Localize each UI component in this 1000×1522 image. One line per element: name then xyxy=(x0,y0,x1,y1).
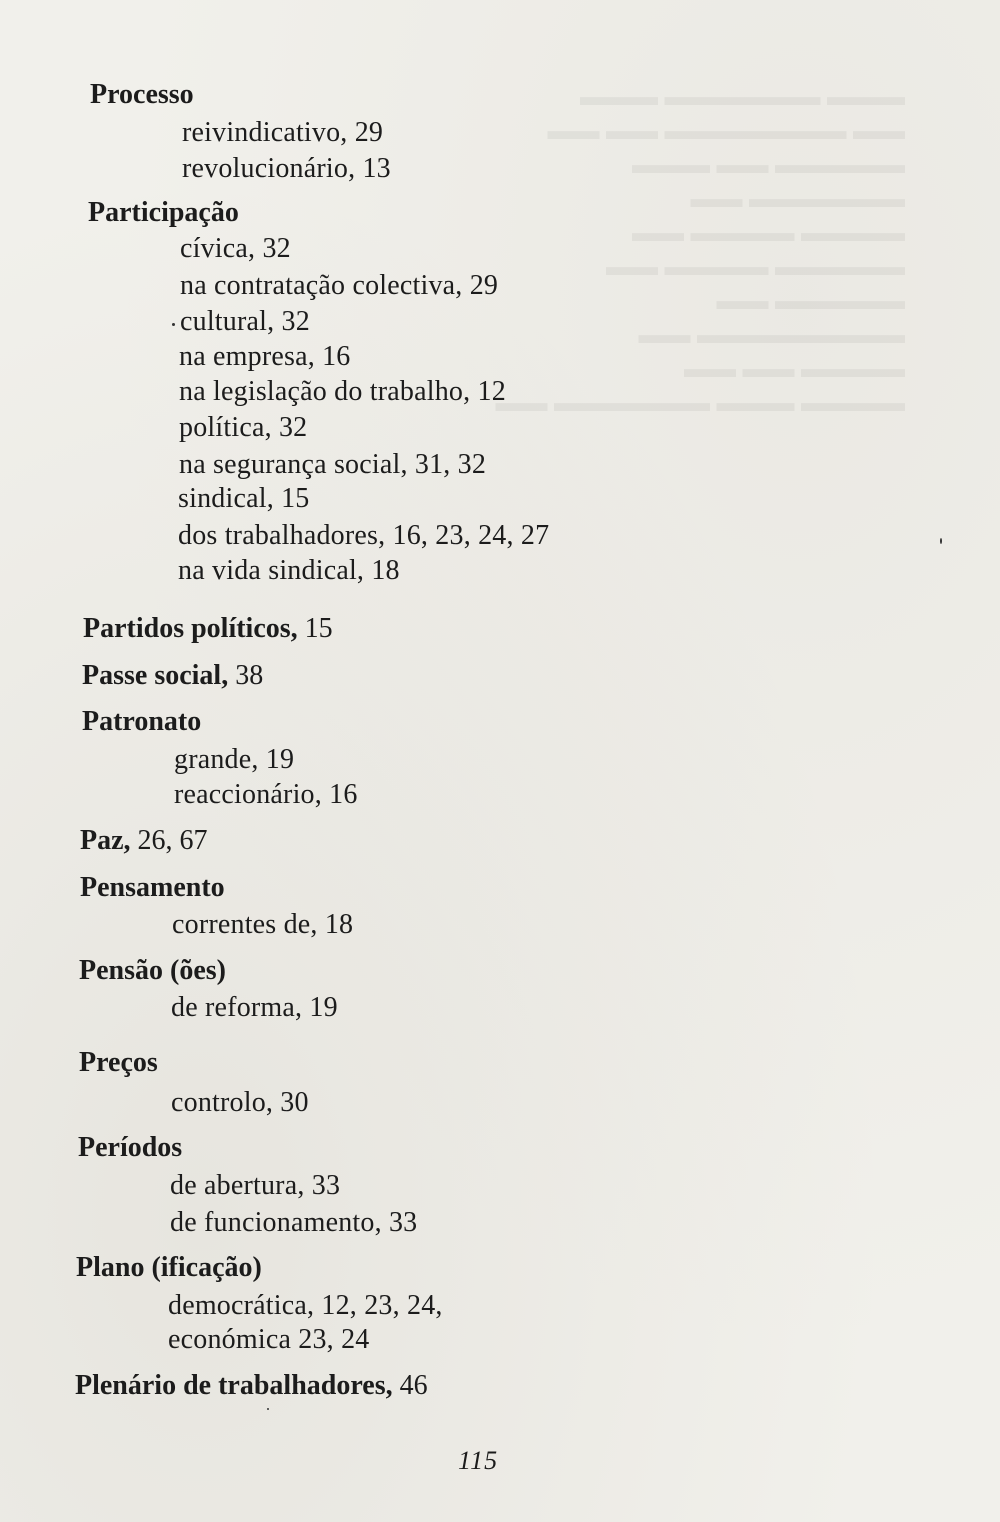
subentry-seguranca-social: na segurança social, 31, 32 xyxy=(179,449,487,480)
subentry-trabalhadores: dos trabalhadores, 16, 23, 24, 27 xyxy=(178,520,550,551)
entry-plenario-heading: Plenário de trabalhadores, xyxy=(75,1370,393,1401)
subentry-democratica: democrática, 12, 23, 24, xyxy=(168,1290,443,1321)
entry-partidos-pages: 15 xyxy=(297,613,333,644)
entry-precos-heading: Preços xyxy=(79,1047,158,1078)
entry-plenario xyxy=(75,1368,428,1404)
entry-partidos-politicos xyxy=(83,611,333,647)
subentry-reforma: de reforma, 19 xyxy=(171,992,338,1023)
subentry-sindical: sindical, 15 xyxy=(178,483,310,514)
subentry-reaccionario: reaccionário, 16 xyxy=(174,779,358,810)
entry-participacao-heading: Participação xyxy=(88,197,239,228)
subentry-revolucionario: revolucionário, 13 xyxy=(182,153,391,184)
print-speck xyxy=(267,1408,269,1410)
subentry-correntes: correntes de, 18 xyxy=(172,909,354,940)
subentry-contratacao-colectiva: na contratação colectiva, 29 xyxy=(180,270,499,301)
entry-paz-pages: 26, 67 xyxy=(130,825,208,856)
print-speck xyxy=(172,323,175,326)
subentry-economica: económica 23, 24 xyxy=(168,1324,370,1355)
entry-partidos-heading: Partidos políticos, xyxy=(83,613,298,644)
subentry-controlo: controlo, 30 xyxy=(171,1087,309,1118)
entry-pensao-heading: Pensão (ões) xyxy=(79,955,226,986)
subentry-politica: política, 32 xyxy=(179,412,308,443)
subentry-funcionamento: de funcionamento, 33 xyxy=(170,1207,418,1238)
entry-plano-heading: Plano (ificação) xyxy=(76,1252,262,1283)
subentry-cultural: cultural, 32 xyxy=(180,306,310,337)
show-through-bleed: ▬▬▬ ▬▬▬▬▬▬ ▬▬▬ ▬▬ ▬▬▬▬▬▬▬ ▬▬ ▬▬ ▬▬▬▬▬ ▬▬ ▬▬▬ ▬▬▬▬▬▬ ▬▬ ▬▬▬▬ ▬▬▬▬ ▬▬ ▬▬▬▬▬ ▬▬▬▬ ▬▬ ▬▬▬▬▬ ▬▬ ▬▬▬▬▬▬▬▬ ▬▬ ▬▬▬▬ ▬▬ ▬▬ ▬▬▬▬ ▬▬▬ ▬▬▬▬▬▬ ▬▬ xyxy=(495,82,905,417)
subentry-reivindicativo: reivindicativo, 29 xyxy=(182,117,384,148)
entry-paz xyxy=(80,823,208,859)
entry-passe-social xyxy=(82,658,263,694)
entry-periodos-heading: Períodos xyxy=(78,1132,183,1163)
subentry-civica: cívica, 32 xyxy=(180,233,291,264)
entry-passe-heading: Passe social, xyxy=(82,660,229,691)
entry-processo-heading: Processo xyxy=(90,79,194,110)
subentry-empresa: na empresa, 16 xyxy=(179,341,351,372)
print-speck xyxy=(940,538,942,544)
entry-plenario-pages: 46 xyxy=(392,1370,428,1401)
entry-patronato-heading: Patronato xyxy=(82,706,202,737)
entry-passe-pages: 38 xyxy=(228,660,264,691)
subentry-vida-sindical: na vida sindical, 18 xyxy=(178,555,400,586)
entry-pensamento-heading: Pensamento xyxy=(80,872,225,903)
subentry-abertura: de abertura, 33 xyxy=(170,1170,341,1201)
page-number: 115 xyxy=(458,1446,499,1475)
subentry-legislacao-trabalho: na legislação do trabalho, 12 xyxy=(179,376,506,407)
entry-paz-heading: Paz, xyxy=(80,825,131,856)
subentry-grande: grande, 19 xyxy=(174,744,295,775)
